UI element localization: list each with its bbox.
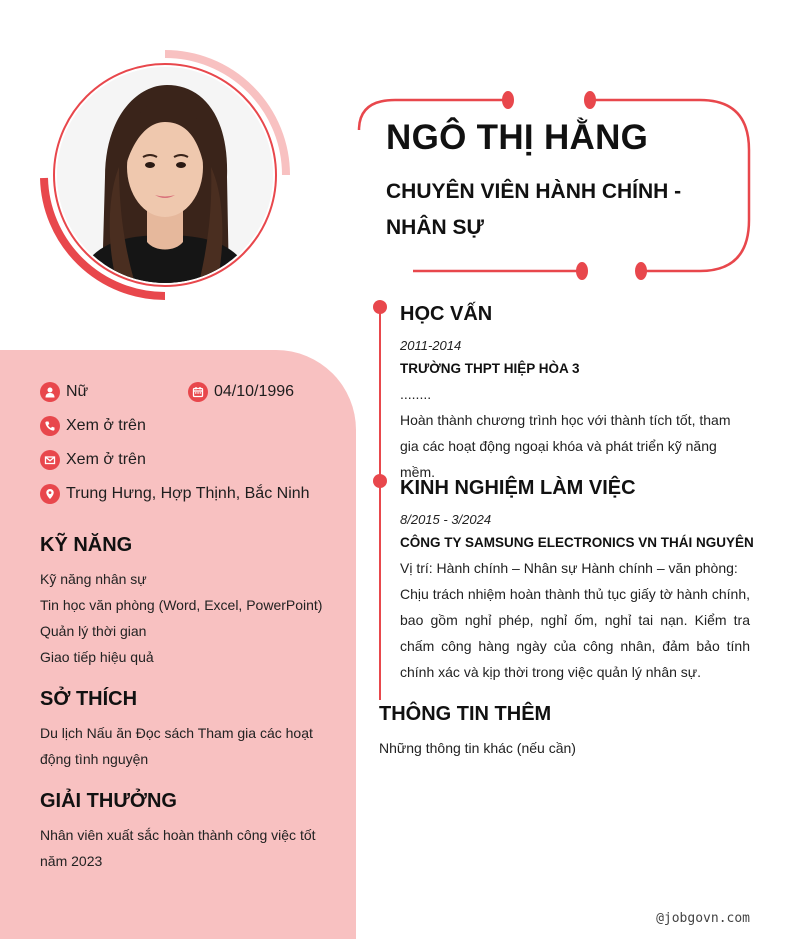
phone-value: Xem ở trên: [66, 417, 146, 434]
experience-company: CÔNG TY SAMSUNG ELECTRONICS VN THÁI NGUYÊN: [400, 535, 754, 550]
education-date: 2011-2014: [400, 338, 462, 353]
awards-text: Nhân viên xuất sắc hoàn thành công việc tốt năm 2023: [40, 827, 316, 869]
skill-item: Kỹ năng nhân sự: [40, 571, 147, 587]
education-description: Hoàn thành chương trình học với thành tích tốt, tham gia các hoạt động ngoại khóa và phát triển kỹ năng mềm.: [400, 412, 731, 480]
calendar-icon: [188, 382, 208, 402]
profile-photo-frame: [40, 50, 290, 300]
phone-icon: [40, 416, 60, 436]
experience-position: Vị trí: Hành chính – Nhân sự Hành chính – văn phòng:: [400, 560, 738, 576]
skill-item: Tin học văn phòng (Word, Excel, PowerPoint): [40, 597, 323, 613]
contact-gender: [40, 382, 88, 402]
birthday-value: 04/10/1996: [214, 383, 295, 400]
address-value: Trung Hưng, Hợp Thịnh, Bắc Ninh: [66, 485, 310, 502]
experience-description: Chịu trách nhiệm hoàn thành thủ tục giấy tờ hành chính, bao gồm nghỉ phép, nghỉ ốm, nghỉ tai nạn. Kiểm tra chấm công hàng ngày của công nhân, đảm bảo tính chính xác và kịp thời trong việc quản lý nhân sự.: [400, 586, 750, 680]
additional-title: THÔNG TIN THÊM: [379, 703, 552, 725]
additional-text: Những thông tin khác (nếu cần): [379, 740, 576, 756]
timeline-dot: [373, 474, 387, 488]
candidate-name: NGÔ THỊ HẰNG: [386, 118, 649, 157]
contact-address: [40, 484, 310, 504]
skill-item: Giao tiếp hiệu quả: [40, 649, 154, 665]
email-value: Xem ở trên: [66, 451, 146, 468]
job-title: CHUYÊN VIÊN HÀNH CHÍNH - NHÂN SỰ: [386, 180, 682, 239]
timeline-line: [379, 306, 381, 700]
skill-item: Quản lý thời gian: [40, 623, 147, 639]
contact-email: [40, 450, 146, 470]
education-school: TRƯỜNG THPT HIỆP HÒA 3: [400, 361, 580, 376]
experience-title: KINH NGHIỆM LÀM VIỆC: [400, 477, 636, 499]
skills-title: KỸ NĂNG: [40, 534, 133, 556]
awards-title: GIẢI THƯỞNG: [40, 790, 177, 812]
contact-birthday: [188, 382, 294, 402]
skills-list: [40, 566, 322, 670]
location-icon: [40, 484, 60, 504]
gender-value: Nữ: [66, 383, 89, 400]
experience-date: 8/2015 - 3/2024: [400, 512, 492, 527]
education-dots: ........: [400, 386, 432, 402]
watermark: @jobgovn.com: [656, 911, 750, 926]
contact-phone: [40, 416, 146, 436]
hobbies-text: Du lịch Nấu ăn Đọc sách Tham gia các hoạt động tình nguyện: [40, 725, 313, 767]
avatar: [57, 67, 273, 283]
mail-icon: [40, 450, 60, 470]
education-title: HỌC VẤN: [400, 303, 493, 325]
hobbies-title: SỞ THÍCH: [40, 688, 138, 710]
user-icon: [40, 382, 60, 402]
timeline-dot: [373, 300, 387, 314]
